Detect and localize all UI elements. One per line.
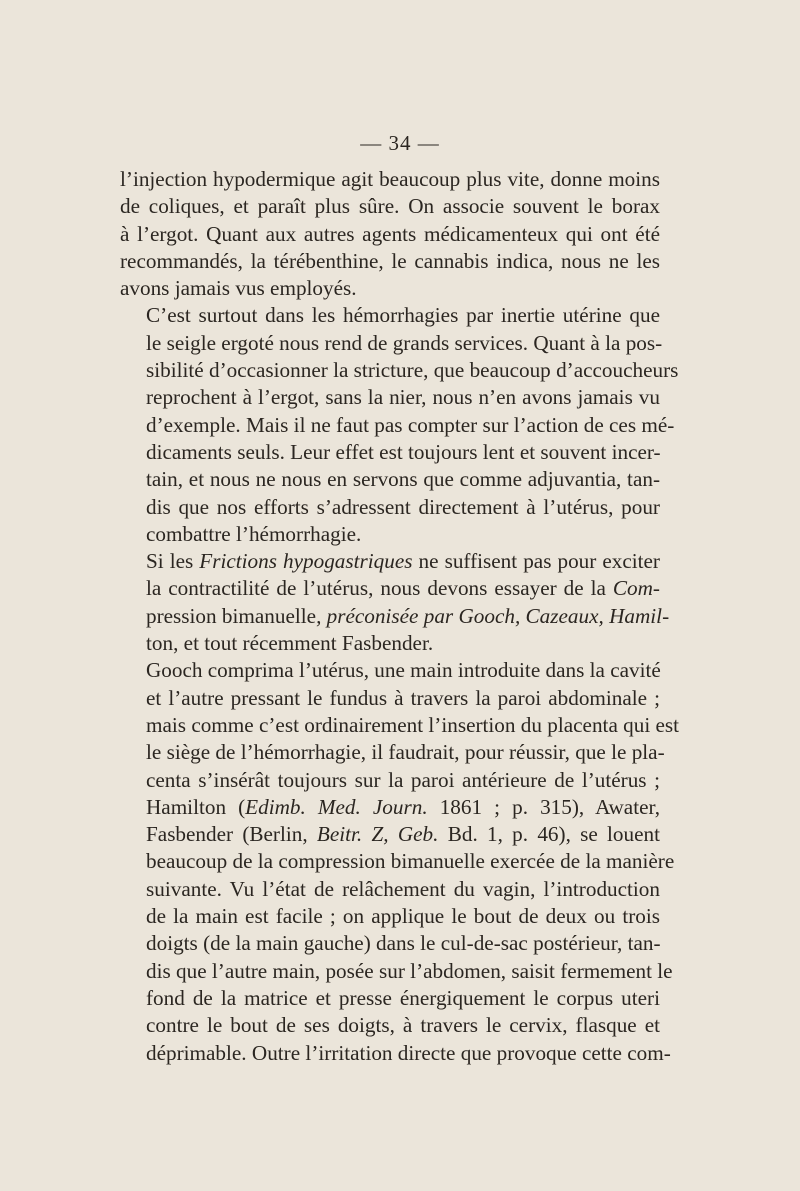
text-run: combattre l’hémorrhagie. — [146, 521, 362, 546]
text-line — [120, 466, 660, 493]
text-run: et l’autre pressant le fundus à travers la paroi abdominale ; — [146, 685, 660, 710]
text-line — [120, 876, 660, 903]
text-run: Gooch comprima l’utérus, une main introduite dans la cavité — [146, 658, 661, 683]
text-run: déprimable. Outre l’irritation directe que provoque cette com- — [146, 1040, 671, 1065]
text-run: de la main est facile ; on applique le bout de deux ou trois — [146, 904, 660, 929]
text-line — [120, 412, 675, 439]
text-run: la contractilité de l’utérus, nous devons essayer de la — [146, 576, 613, 601]
text-line — [120, 439, 660, 466]
text-run: mais comme c’est ordinairement l’insertion du placenta qui est — [146, 712, 680, 737]
text-run: dicaments seuls. Leur effet est toujours lent et souvent incer- — [146, 439, 661, 464]
text-run: sibilité d’occasionner la stricture, que beaucoup d’accoucheurs — [146, 358, 679, 383]
paragraph — [120, 548, 670, 657]
text-run: dis que nos efforts s’adressent directement à l’utérus, pour — [146, 494, 660, 519]
text-run: fond de la matrice et presse énergiquement le corpus uteri — [146, 985, 660, 1010]
text-line — [120, 603, 670, 630]
text-run: suivante. Vu l’état de relâchement du vagin, l’introduction — [146, 876, 660, 901]
text-run: Hamilton ( — [146, 794, 246, 819]
text-line — [120, 521, 660, 548]
text-run: ne suffisent pas pour exciter — [412, 549, 660, 574]
text-run: ton, et tout récemment Fasbender. — [146, 631, 434, 656]
italic-text: Edimb. Med. Journ. — [245, 794, 428, 819]
italic-text: Frictions hypogastriques — [199, 549, 413, 574]
text-line — [120, 193, 660, 220]
paragraph — [120, 657, 680, 1066]
text-run: de coliques, et paraît plus sûre. On associe souvent le borax — [120, 194, 660, 219]
paragraph — [120, 166, 660, 302]
text-run: le seigle ergoté nous rend de grands services. Quant à la pos- — [146, 330, 663, 355]
text-run: recommandés, la térébenthine, le cannabis indica, nous ne les — [120, 248, 660, 273]
text-line — [120, 903, 660, 930]
text-run: d’exemple. Mais il ne faut pas compter sur l’action de ces mé- — [146, 412, 675, 437]
text-run: dis que l’autre main, posée sur l’abdomen, saisit fermement le — [146, 958, 673, 983]
text-line — [120, 794, 660, 821]
text-run: contre le bout de ses doigts, à travers le cervix, flasque et — [146, 1013, 660, 1038]
text-run: le siège de l’hémorrhagie, il faudrait, pour réussir, que le pla- — [146, 740, 665, 765]
text-run: C’est surtout dans les hémorrhagies par inertie utérine que — [146, 303, 660, 328]
text-line — [120, 930, 660, 957]
text-line — [120, 357, 679, 384]
text-line — [120, 494, 660, 521]
text-run: à l’ergot. Quant aux autres agents médicamenteux qui ont été — [120, 221, 660, 246]
text-line — [120, 275, 660, 302]
text-line — [120, 685, 660, 712]
text-run: beaucoup de la compression bimanuelle exercée de la manière — [146, 849, 675, 874]
italic-text: Beitr. Z, Geb. — [316, 822, 439, 847]
text-line — [120, 712, 680, 739]
text-run: Si les — [146, 549, 200, 574]
text-line — [120, 248, 660, 275]
text-run: avons jamais vus employés. — [120, 276, 357, 301]
text-run: centa s’insérât toujours sur la paroi antérieure de l’utérus ; — [146, 767, 660, 792]
text-line — [120, 848, 675, 875]
text-line — [120, 657, 660, 684]
page-number: — 34 — — [360, 131, 440, 155]
text-line — [120, 630, 660, 657]
text-line — [120, 1040, 671, 1067]
text-run: 1861 ; p. 315), Awater, — [427, 794, 660, 819]
text-line — [120, 330, 663, 357]
text-line — [120, 166, 660, 193]
paragraph — [120, 302, 679, 548]
text-line — [120, 575, 660, 602]
text-run: tain, et nous ne nous en servons que comme adjuvantia, tan- — [146, 467, 660, 492]
text-line — [120, 958, 673, 985]
text-line — [120, 384, 660, 411]
text-run: l’injection hypodermique agit beaucoup plus vite, donne moins — [120, 167, 660, 191]
text-line — [120, 985, 660, 1012]
text-run: Bd. 1, p. 46), se louent — [438, 822, 660, 847]
text-line — [120, 221, 660, 248]
text-run: pression bimanuelle — [146, 603, 317, 628]
italic-text: Com- — [612, 576, 660, 601]
italic-text: , préconisée par Gooch, Cazeaux, Hamil- — [316, 603, 670, 628]
text-run: reprochent à l’ergot, sans la nier, nous n’en avons jamais vu — [146, 385, 660, 410]
text-run: Fasbender (Berlin, — [146, 822, 317, 847]
text-line — [120, 302, 660, 329]
text-run: doigts (de la main gauche) dans le cul-de-sac postérieur, tan- — [146, 931, 661, 956]
text-line — [120, 767, 660, 794]
text-line — [120, 548, 660, 575]
body-text — [120, 166, 680, 1067]
text-line — [120, 821, 660, 848]
text-line — [120, 1012, 660, 1039]
text-line — [120, 739, 665, 766]
